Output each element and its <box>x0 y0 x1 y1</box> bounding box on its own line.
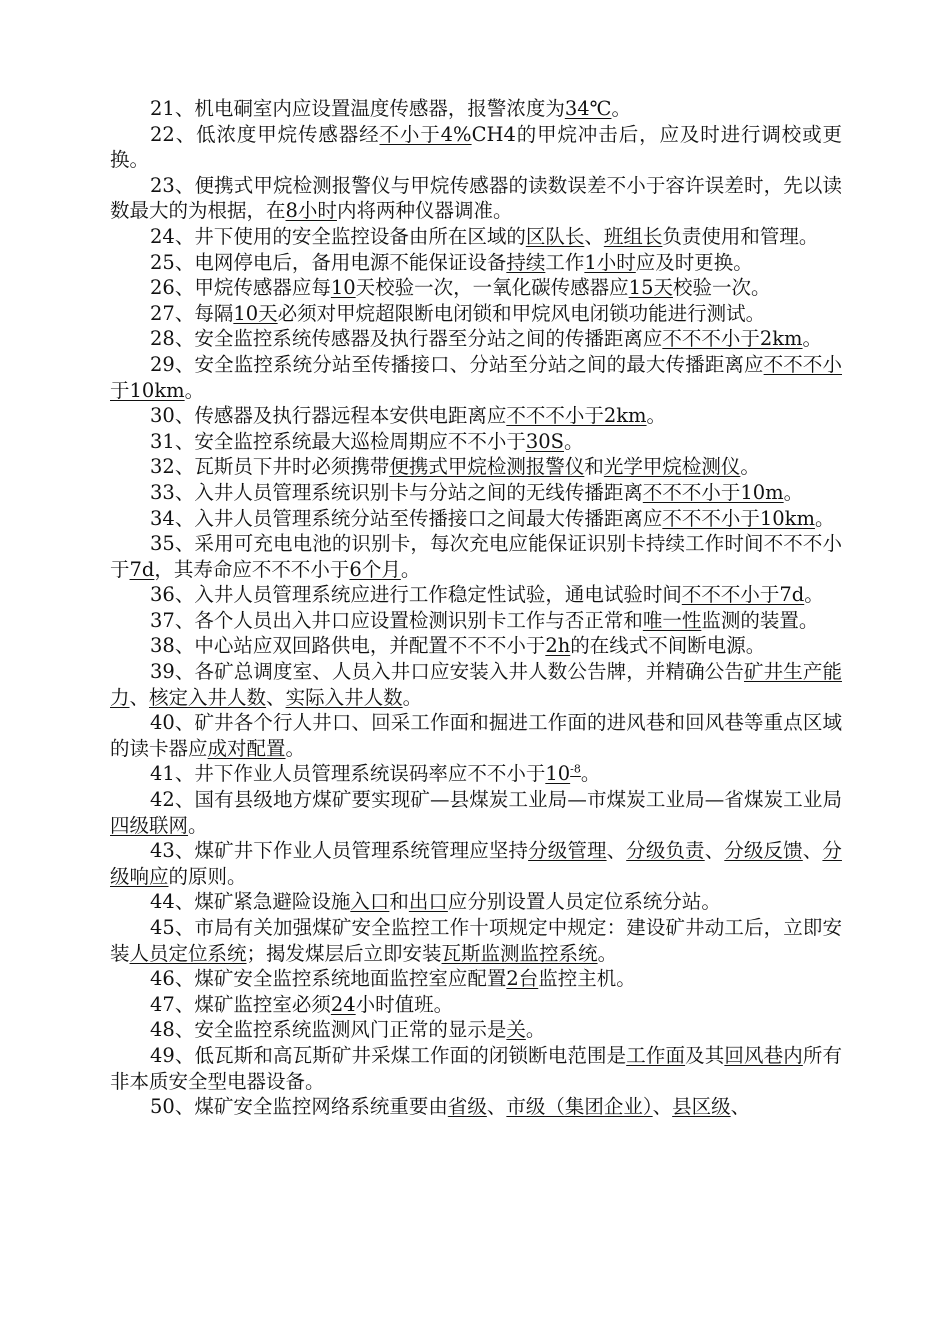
answer-underlined: 不不不小于2km <box>662 327 803 351</box>
item-text: 。 <box>804 583 824 607</box>
question-item <box>110 1094 842 1120</box>
item-text: 25、电网停电后，备用电源不能保证设备 <box>150 250 507 274</box>
question-item <box>110 506 842 532</box>
answer-underlined: 工作面 <box>626 1043 686 1067</box>
answer-underlined: 四级联网 <box>110 813 189 837</box>
item-text: ；揭发煤层后立即安装 <box>246 941 442 965</box>
answer-underlined: 不不不小于2km <box>506 404 647 428</box>
item-text: 。 <box>783 480 804 504</box>
item-text: 、 <box>802 839 823 863</box>
item-text: 。 <box>188 813 208 837</box>
item-text: 。 <box>646 404 667 428</box>
item-text: 、 <box>584 224 604 248</box>
question-item <box>110 173 842 224</box>
answer-underlined: 不不不小于10km <box>110 352 842 402</box>
answer-underlined: 7d <box>129 557 155 581</box>
question-item <box>110 352 842 403</box>
item-text: 小时值班。 <box>355 992 454 1016</box>
item-text: 。 <box>740 455 760 479</box>
answer-underlined: 光学甲烷检测仪 <box>603 455 741 479</box>
answer-underlined: 10 <box>545 762 571 786</box>
item-text: 。 <box>611 97 631 120</box>
item-text: 22、低浓度甲烷传感器经 <box>150 122 380 146</box>
question-item <box>110 838 842 889</box>
item-text: 天校验一次，一氧化碳传感器应 <box>355 276 629 300</box>
question-item <box>110 966 842 992</box>
item-text: 48、安全监控系统监测风门正常的显示是 <box>150 1018 507 1042</box>
item-text: 39、各矿总调度室、人员入井口应安装入井人数公告牌，并精确公告 <box>150 660 744 684</box>
question-item <box>110 915 842 966</box>
item-text: 应及时更换。 <box>635 250 753 274</box>
item-text: 、 <box>704 839 725 863</box>
question-item <box>110 1017 842 1043</box>
item-text: 监测的装置。 <box>701 608 819 632</box>
answer-underlined: 30S <box>525 429 564 453</box>
item-text: 。 <box>564 429 584 453</box>
answer-underlined: 10天 <box>233 301 278 325</box>
answer-underlined: 34℃ <box>564 97 612 120</box>
answer-underlined: 分级响应 <box>110 839 842 888</box>
answer-underlined: 出口 <box>408 890 448 914</box>
item-text: 21、机电硐室内应设置温度传感器，报警浓度为 <box>150 97 565 120</box>
question-item <box>110 122 842 173</box>
question-item <box>110 633 842 659</box>
item-text: 。 <box>525 1018 546 1042</box>
item-text: 监控主机。 <box>538 967 636 991</box>
item-text: 、 <box>129 685 150 709</box>
item-text: 40、矿井各个行人井口、回采工作面和掘进工作面的进风巷和回风巷等重点区域的读卡器应 <box>110 711 842 760</box>
item-text: 的在线式不间断电源。 <box>570 634 766 658</box>
item-text: 26、甲烷传感器应每 <box>150 276 331 300</box>
answer-underlined: 入口 <box>350 890 390 914</box>
item-text: 应分别设置人员定位系统分站。 <box>447 890 721 914</box>
answer-underlined: 6个月 <box>349 557 401 581</box>
item-text: 27、每隔 <box>150 301 234 325</box>
answer-underlined: 24 <box>330 992 356 1016</box>
answer-underlined: 分级负责 <box>626 839 705 863</box>
answer-underlined: 10 <box>330 276 356 300</box>
item-text: 。 <box>802 327 823 351</box>
answer-underlined: 不不不小于10m <box>642 480 784 504</box>
answer-underlined: 实际入井人数 <box>285 685 403 709</box>
question-item <box>110 761 842 787</box>
item-text: 。 <box>400 557 421 581</box>
item-text: 46、煤矿安全监控系统地面监控室应配置 <box>150 967 507 991</box>
answer-underlined: 便携式甲烷检测报警仪 <box>389 455 585 479</box>
answer-underlined: 分级管理 <box>528 839 607 863</box>
item-text: 34、入井人员管理系统分站至传播接口之间最大传播距离应 <box>150 506 663 530</box>
item-text: 、 <box>266 685 286 709</box>
answer-underlined: 瓦斯监测监控系统 <box>441 941 598 965</box>
question-item <box>110 710 842 761</box>
item-text: 24、井下使用的安全监控设备由所在区域的 <box>150 224 526 248</box>
answer-underlined: 区队长 <box>525 224 585 248</box>
answer-underlined: 唯一性 <box>642 608 702 632</box>
answer-underlined: 不不不小于10km <box>662 506 815 530</box>
question-item <box>110 326 842 352</box>
document-body <box>110 96 842 1120</box>
item-text: 43、煤矿井下作业人员管理系统管理应坚持 <box>150 839 529 863</box>
item-text: 、 <box>606 839 627 863</box>
question-item <box>110 992 842 1018</box>
item-text: 32、瓦斯员下井时必须携带 <box>150 455 390 479</box>
item-text: 33、入井人员管理系统识别卡与分站之间的无线传播距离 <box>150 480 643 504</box>
item-text: 。 <box>285 736 306 760</box>
answer-underlined: 班组长 <box>603 224 663 248</box>
item-text: 和 <box>584 455 604 479</box>
item-text: 、 <box>652 1095 673 1119</box>
item-text: 31、安全监控系统最大巡检周期应不不小于 <box>150 429 526 453</box>
answer-underlined: 县区级 <box>672 1095 731 1119</box>
item-text: 28、安全监控系统传感器及执行器至分站之间的传播距离应 <box>150 327 663 351</box>
item-text: 38、中心站应双回路供电，并配置不不不小于 <box>150 634 546 658</box>
item-text: 、 <box>486 1095 507 1119</box>
item-text: 50、煤矿安全监控网络系统重要由 <box>150 1095 448 1119</box>
question-item <box>110 301 842 327</box>
answer-underlined: 矿井生产能力 <box>110 660 842 709</box>
item-text: 内将两种仪器调准。 <box>336 199 513 223</box>
question-item <box>110 275 842 301</box>
answer-underlined: 不不不小于7d <box>681 583 805 607</box>
item-text: 44、煤矿紧急避险设施 <box>150 890 351 914</box>
item-text: 。 <box>814 506 835 530</box>
item-text: 47、煤矿监控室必须 <box>150 992 331 1016</box>
question-item <box>110 454 842 480</box>
answer-underlined: 关 <box>506 1018 526 1042</box>
answer-underlined: 2台 <box>506 967 539 991</box>
item-text: CH4的甲烷冲击后，应及时进行调校或更换。 <box>110 122 842 172</box>
item-text: 。 <box>184 378 205 402</box>
item-text: 。 <box>402 685 423 709</box>
item-text: 、 <box>730 1095 751 1119</box>
question-item <box>110 429 842 455</box>
answer-underlined: 核定入井人数 <box>149 685 267 709</box>
item-text: 。 <box>580 762 601 786</box>
question-item <box>110 224 842 250</box>
item-text: 30、传感器及执行器远程本安供电距离应 <box>150 404 507 428</box>
item-text: 36、入井人员管理系统应进行工作稳定性试验，通电试验时间 <box>150 583 682 607</box>
item-text: 37、各个人员出入井口应设置检测识别卡工作与否正常和 <box>150 608 643 632</box>
answer-underlined: 不小于4% <box>379 122 472 146</box>
item-text: 和 <box>389 890 409 914</box>
answer-underlined: 省级 <box>447 1095 487 1119</box>
item-text: 35、采用可充电电池的识别卡，每次充电应能保证识别卡持续工作时间不不不小于 <box>110 532 842 581</box>
item-text: 必须对甲烷超限断电闭锁和甲烷风电闭锁功能进行测试。 <box>277 301 766 325</box>
item-text: 的原则。 <box>168 864 247 888</box>
question-item <box>110 250 842 276</box>
question-item <box>110 531 842 582</box>
answer-underlined: 人员定位系统 <box>129 941 247 965</box>
question-item <box>110 403 842 429</box>
answer-underlined: 市级（集团企业） <box>506 1095 653 1119</box>
answer-underlined: -8 <box>570 762 581 776</box>
item-text: 校验一次。 <box>673 276 771 300</box>
item-text: 23、便携式甲烷检测报警仪与甲烷传感器的读数误差不小于容许误差时，先以读数最大的为根据，在 <box>110 173 842 223</box>
question-item <box>110 480 842 506</box>
item-text: ，其寿命应不不不小于 <box>154 557 350 581</box>
question-item <box>110 787 842 838</box>
item-text: 所有非本质安全型电器设备。 <box>110 1043 842 1093</box>
item-text: 工作 <box>545 250 585 274</box>
item-text: 49、低瓦斯和高瓦斯矿井采煤工作面的闭锁断电范围是 <box>150 1043 627 1067</box>
question-item <box>110 582 842 608</box>
item-text: 42、国有县级地方煤矿要实现矿—县煤炭工业局—市煤炭工业局—省煤炭工业局 <box>150 788 842 812</box>
question-item <box>110 96 842 122</box>
answer-underlined: 8小时 <box>285 199 337 223</box>
item-text: 及其 <box>685 1043 725 1067</box>
item-text: 45、市局有关加强煤矿安全监控工作十项规定中规定：建设矿井动工后，立即安装 <box>110 916 842 965</box>
item-text: 41、井下作业人员管理系统误码率应不不小于 <box>150 762 546 786</box>
answer-underlined: 回风巷内 <box>724 1043 803 1067</box>
item-text: 29、安全监控系统分站至传播接口、分站至分站之间的最大传播距离应 <box>150 352 764 376</box>
question-item <box>110 659 842 710</box>
item-text: 负责使用和管理。 <box>662 224 819 248</box>
question-item <box>110 608 842 634</box>
answer-underlined: 15天 <box>628 276 673 300</box>
answer-underlined: 持续 <box>506 250 546 274</box>
answer-underlined: 分级反馈 <box>724 839 803 863</box>
answer-underlined: 成对配置 <box>207 736 286 760</box>
item-text: 。 <box>597 941 618 965</box>
question-item <box>110 889 842 915</box>
answer-underlined: 2h <box>545 634 571 658</box>
answer-underlined: 1小时 <box>584 250 636 274</box>
question-item <box>110 1043 842 1094</box>
